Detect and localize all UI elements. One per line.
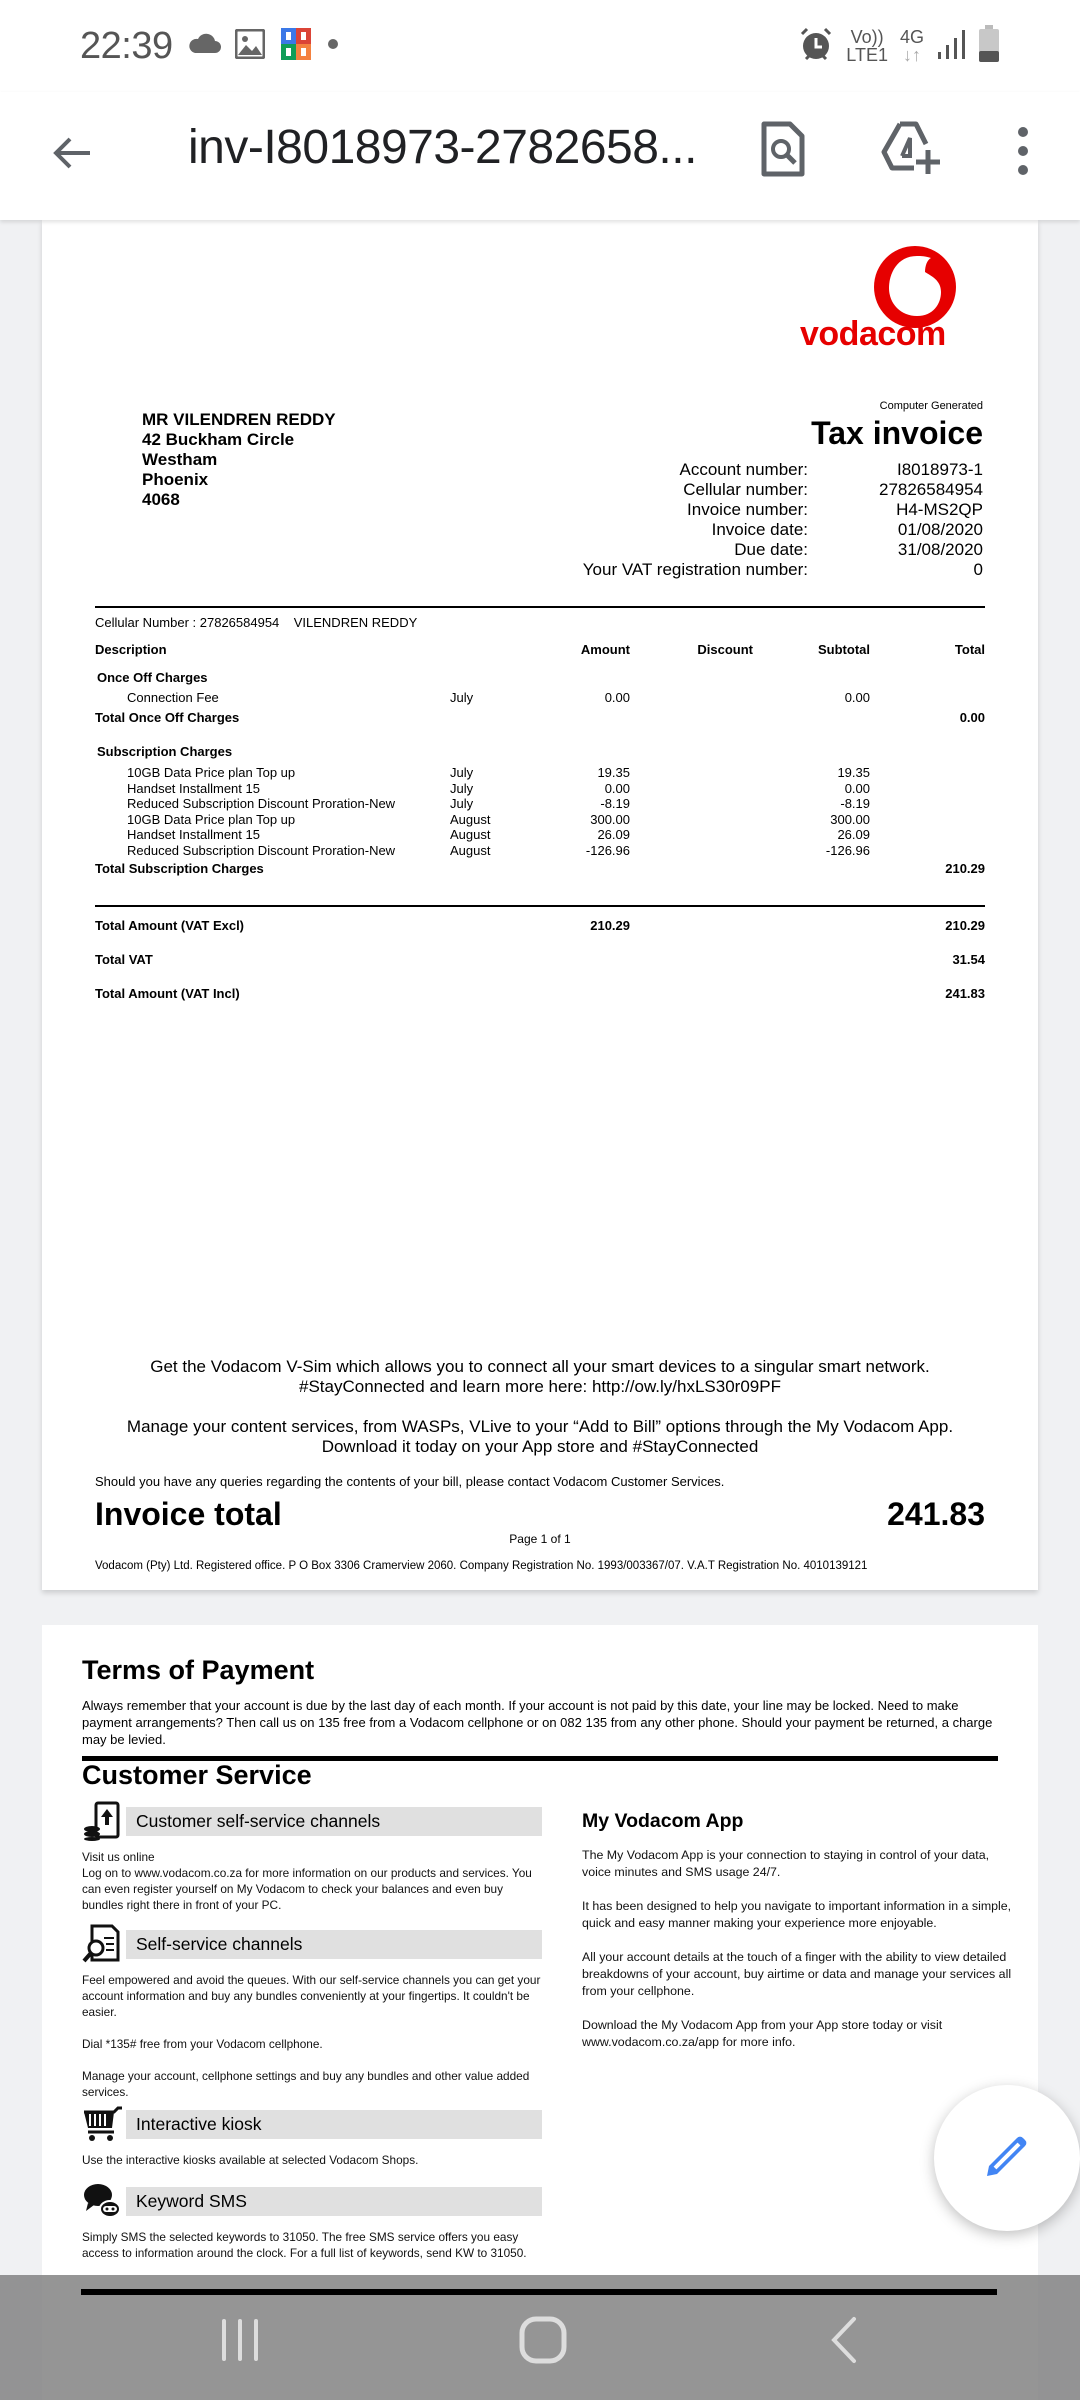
meta-value: 0 (973, 560, 983, 579)
meta-label: Your VAT registration number: (582, 560, 808, 579)
header-discount: Discount (697, 642, 753, 657)
back-arrow-icon[interactable] (48, 128, 98, 183)
dot-icon (327, 37, 339, 55)
row-amount: 26.09 (597, 827, 630, 842)
promo-text: Manage your content services, from WASPs, VLive to your “Add to Bill” options through the My Vodacom App. (126, 1417, 954, 1436)
row-subtotal: 0.00 (844, 690, 870, 705)
section-self-service (82, 1926, 542, 2100)
meta-value: I8018973-1 (896, 460, 983, 479)
section-header (82, 1803, 542, 1839)
vat-incl-total: 241.83 (945, 986, 985, 1001)
section-text: Visit us online (82, 1850, 155, 1864)
row-amount: -8.19 (600, 796, 630, 811)
app-paragraph: It has been designed to help you navigate to important information in a simple, quick and easy manner making your experience more enjoyable. (582, 1899, 1012, 1930)
section-text: Feel empowered and avoid the queues. With our self-service channels you can get your account information and buy any bundles conveniently at your fingertips. It couldn't be easier. (82, 1973, 541, 2019)
subscription-total-label: Total Subscription Charges (95, 861, 264, 876)
chat-bubbles-icon (82, 2181, 122, 2221)
address-line: 4068 (142, 490, 180, 509)
meta-row (583, 460, 983, 480)
totals-row (95, 986, 985, 1002)
app-paragraph: All your account details at the touch of a finger with the ability to view detailed breakdowns of your account, buy airtime or data and manage your services all from your cellphone. (582, 1950, 1012, 1998)
cloud-icon (187, 33, 221, 60)
network-label: 4G (899, 27, 924, 47)
section-total (95, 861, 985, 877)
table-row (95, 843, 985, 859)
app-section-title: My Vodacom App (582, 1810, 744, 1832)
promo-vsim (42, 1357, 1038, 1397)
subscription-title: Subscription Charges (97, 744, 233, 759)
vat-excl-total: 210.29 (945, 918, 985, 933)
vat-excl-label: Total Amount (VAT Excl) (95, 918, 245, 933)
row-amount: 300.00 (590, 811, 630, 827)
invoice-total-label: Invoice total (95, 1496, 282, 1532)
row-description: 10GB Data Price plan Top up (127, 811, 296, 827)
status-time: 22:39 (80, 24, 173, 67)
section-text: Log on to www.vodacom.co.za for more information on our products and services. You can even register yourself on My Vodacom to check your balances and even buy bundles right there in front of your PC. (82, 1866, 532, 1912)
section-title: Interactive kiosk (126, 2110, 542, 2139)
edit-button[interactable] (934, 2085, 1080, 2231)
computer-generated-label: Computer Generated (879, 400, 983, 412)
meta-value: 27826584954 (878, 480, 983, 499)
vat-label: Total VAT (95, 952, 153, 967)
charges-table (95, 642, 985, 877)
row-month: August (450, 842, 491, 858)
alarm-icon (798, 26, 834, 67)
divider (95, 606, 985, 608)
back-icon[interactable] (826, 2315, 860, 2370)
customer-service-title: Customer Service (82, 1760, 312, 1790)
meta-label: Invoice date: (711, 520, 808, 539)
promo-link[interactable]: #StayConnected and learn more here: http://ow.ly/hxLS30r09PF (299, 1377, 781, 1396)
once-off-title: Once Off Charges (97, 670, 208, 685)
volte-indicator (846, 28, 888, 64)
header-description: Description (95, 642, 167, 657)
totals-table (95, 918, 985, 1002)
edit-pencil-icon (981, 2130, 1033, 2187)
row-description: Handset Installment 15 (127, 780, 260, 796)
meta-label: Cellular number: (683, 480, 808, 499)
vat-excl-amount: 210.29 (590, 918, 630, 933)
my-vodacom-app-section (582, 1810, 1012, 2068)
meta-label: Invoice number: (687, 500, 808, 519)
app-paragraph: Download the My Vodacom App from your App store today or visit www.vodacom.co.za/app for more info. (582, 2018, 943, 2049)
row-subtotal: 19.35 (837, 765, 870, 780)
system-nav-bar (0, 2275, 1080, 2400)
row-description: Reduced Subscription Discount Proration-New (127, 796, 396, 811)
once-off-total: 0.00 (959, 710, 985, 725)
section-text: Simply SMS the selected keywords to 31050. The free SMS service offers you easy access to information around the clock. For a full list of keywords, send KW to 31050. (82, 2230, 527, 2260)
promo-app (42, 1417, 1038, 1457)
tablet-upload-icon (82, 1801, 122, 1841)
row-subtotal: -8.19 (840, 796, 870, 811)
section-text: Use the interactive kiosks available at selected Vodacom Shops. (82, 2153, 419, 2167)
status-bar (0, 0, 1080, 92)
address-line: 42 Buckham Circle (142, 430, 295, 449)
row-subtotal: 26.09 (837, 827, 870, 842)
section-title: Customer self-service channels (126, 1807, 542, 1836)
more-vert-icon[interactable] (1012, 126, 1034, 181)
row-subtotal: 300.00 (830, 811, 870, 827)
document-title: inv-I8018973-2782658... (188, 121, 697, 174)
terms-text: Always remember that your account is due by the last day of each month. If your account is not paid by this date, your line may be locked. Need to make payment arrangements? Then call us on 135 free from a Vodacom cellphone or on 082 135 from any other phone. Should your payment be returned, a charge may be levied. (82, 1698, 993, 1747)
table-row (95, 765, 985, 781)
meta-value: H4-MS2QP (896, 500, 983, 519)
row-month: July (450, 765, 474, 780)
invoice-page-1 (42, 220, 1038, 1590)
app-paragraph: The My Vodacom App is your connection to staying in control of your data, voice minutes and SMS usage 24/7. (582, 1848, 990, 1879)
cellular-line: Cellular Number : 27826584954 VILENDREN REDDY (95, 615, 418, 630)
customer-address (142, 410, 336, 510)
volte-label: Vo)) (850, 27, 884, 47)
app-bar (0, 92, 1080, 220)
meta-row (583, 500, 983, 520)
table-row (95, 827, 985, 843)
battery-icon (978, 25, 1000, 68)
section-body (82, 1849, 542, 1913)
meta-row (583, 540, 983, 560)
section-header (82, 2106, 542, 2142)
app-grid-icon (279, 26, 313, 67)
divider (81, 2289, 997, 2295)
once-off-total-label: Total Once Off Charges (95, 710, 240, 725)
header-subtotal: Subtotal (818, 642, 870, 657)
address-line: MR VILENDREN REDDY (142, 410, 336, 429)
section-text: Dial *135# free from your Vodacom cellphone. (82, 2037, 323, 2051)
row-amount: 0.00 (604, 780, 630, 796)
section-header (82, 2183, 542, 2219)
row-month: July (450, 690, 474, 705)
meta-label: Due date: (734, 540, 808, 559)
row-month: July (450, 780, 474, 796)
section-interactive-kiosk (82, 2106, 542, 2168)
row-description: Handset Installment 15 (127, 827, 260, 842)
doc-title: Tax invoice (811, 415, 983, 451)
meta-row (583, 560, 983, 580)
section-body (82, 2229, 542, 2261)
lte-label: LTE1 (846, 45, 888, 65)
row-amount: 19.35 (597, 765, 630, 780)
section-body (82, 1972, 542, 2100)
cart-icon (82, 2104, 122, 2144)
section-body (82, 2152, 542, 2168)
meta-value: 31/08/2020 (897, 540, 983, 559)
table-row (95, 690, 985, 706)
meta-row (583, 520, 983, 540)
add-to-drive-icon[interactable] (880, 120, 946, 181)
image-icon (235, 29, 265, 64)
totals-row (95, 952, 985, 968)
totals-row (95, 918, 985, 934)
table-row (95, 812, 985, 828)
header-total: Total (954, 642, 985, 657)
row-month: August (450, 827, 491, 842)
row-month: August (450, 811, 491, 827)
meta-label: Account number: (679, 460, 808, 479)
section-text: Manage your account, cellphone settings and buy any bundles and other value added services. (82, 2069, 530, 2099)
row-amount: 0.00 (604, 690, 630, 705)
document-search-icon (82, 1924, 122, 1964)
row-description: 10GB Data Price plan Top up (127, 765, 296, 780)
row-month: July (450, 796, 474, 811)
section-header (82, 1926, 542, 1962)
invoice-meta (583, 460, 983, 580)
table-row (95, 796, 985, 812)
network-indicator: 4G ↓↑ (899, 27, 924, 65)
meta-value: 01/08/2020 (897, 520, 983, 539)
row-subtotal: 0.00 (844, 780, 870, 796)
terms-title: Terms of Payment (82, 1655, 315, 1685)
vat-incl-label: Total Amount (VAT Incl) (95, 986, 240, 1001)
subscription-total: 210.29 (945, 861, 985, 876)
invoice-total-value: 241.83 (887, 1496, 985, 1532)
row-description: Reduced Subscription Discount Proration-New (127, 842, 396, 858)
search-document-icon[interactable] (760, 120, 806, 183)
row-subtotal: -126.96 (825, 842, 870, 858)
row-description: Connection Fee (127, 690, 219, 705)
promo-text: Get the Vodacom V-Sim which allows you to connect all your smart devices to a singular smart network. (150, 1357, 930, 1376)
address-line: Phoenix (142, 470, 209, 489)
section-title: Keyword SMS (126, 2187, 542, 2216)
promo-text: Download it today on your App store and #StayConnected (321, 1437, 759, 1456)
section-title: Self-service channels (126, 1930, 542, 1959)
address-line: Westham (142, 450, 218, 469)
row-amount: -126.96 (585, 842, 630, 858)
section-title (95, 670, 985, 686)
signal-icon (936, 28, 966, 65)
section-total (95, 710, 985, 726)
legal-footer: Vodacom (Pty) Ltd. Registered office. P O Box 3306 Cramerview 2060. Company Registration No. 1993/003367/07. V.A.T Registration No. 4010139121 (95, 1560, 868, 1572)
divider (95, 905, 985, 907)
section-keyword-sms (82, 2183, 542, 2261)
brand-name: vodacom (800, 315, 946, 353)
section-title (95, 744, 985, 760)
home-icon[interactable] (518, 2315, 568, 2370)
table-header (95, 642, 985, 658)
table-row (95, 781, 985, 797)
meta-row (583, 480, 983, 500)
header-amount: Amount (580, 642, 630, 657)
page-indicator: Page 1 of 1 (509, 1532, 571, 1546)
queries-text: Should you have any queries regarding the contents of your bill, please contact Vodacom Customer Services. (95, 1474, 725, 1489)
recents-icon[interactable] (218, 2315, 264, 2370)
vat-total: 31.54 (952, 952, 985, 967)
subscription-rows (95, 765, 985, 858)
section-self-service-channels (82, 1803, 542, 1913)
